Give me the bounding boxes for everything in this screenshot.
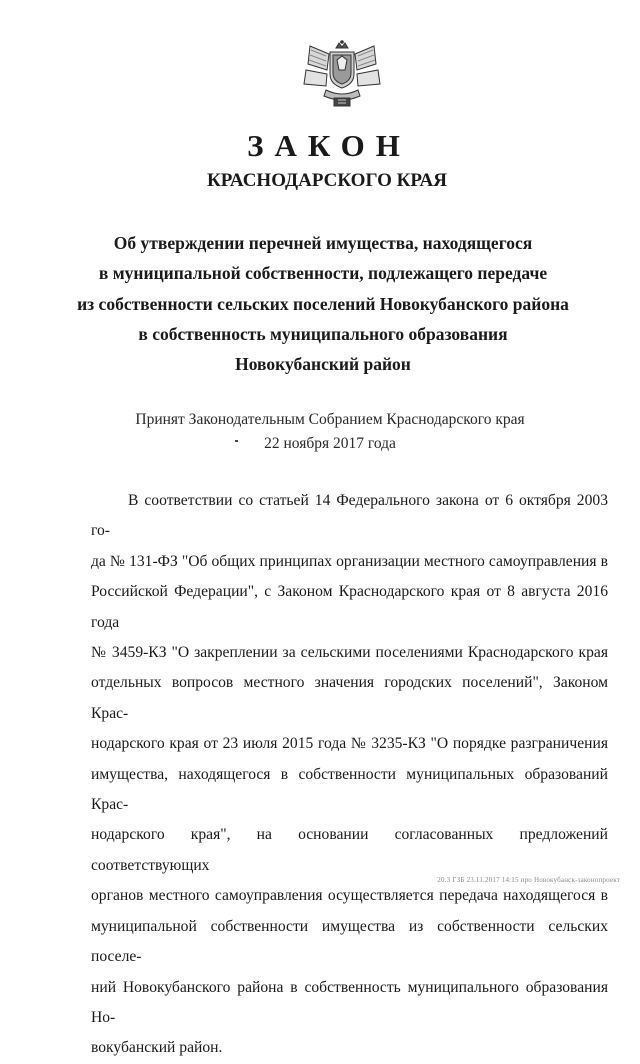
body-line: № 3459-КЗ "О закреплении за сельскими поселениями Краснодарского края: [91, 644, 608, 662]
coat-of-arms-emblem: [296, 40, 388, 110]
subject-line: Новокубанский район: [235, 354, 411, 375]
body-line: органов местного самоуправления осуществляется передача находящегося в: [91, 887, 608, 905]
body-line: муниципальной собственности имущества из собственности сельских поселе-: [91, 917, 608, 966]
scan-speck: [235, 440, 238, 442]
document-footer-stamp: 20.3 ГЗБ 23.11.2017 14:15 про Новокубанск-законопроект: [437, 876, 620, 884]
body-line: да № 131-ФЗ "Об общих принципах организации местного самоуправления в: [91, 552, 608, 570]
subject-line: из собственности сельских поселений Новокубанского района: [77, 293, 569, 314]
body-line: В соответствии со статьей 14 Федерального закона от 6 октября 2003 го-: [91, 492, 608, 540]
adoption-date: 22 ноября 2017 года: [264, 435, 396, 452]
law-title: ЗАКОН: [247, 128, 411, 163]
law-subject: [60, 228, 586, 379]
subject-line: в муниципальной собственности, подлежащего передаче: [98, 263, 548, 284]
body-line: отдельных вопросов местного значения городских поселений", Законом Крас-: [91, 674, 608, 722]
law-region-subtitle: КРАСНОДАРСКОГО КРАЯ: [206, 170, 448, 191]
law-preamble: [91, 486, 608, 1064]
subject-line: Об утверждении перечней имущества, находящегося: [113, 233, 533, 253]
subject-line: в собственность муниципального образования: [138, 323, 508, 344]
adoption-body: Принят Законодательным Собранием Краснодарского края: [135, 411, 525, 428]
body-line: ний Новокубанского района в собственность муниципального образования Но-: [91, 978, 608, 1026]
body-line: имущества, находящегося в собственности муниципальных образований Крас-: [91, 765, 608, 814]
body-line: нодарского края", на основании согласованных предложений соответствующих: [91, 826, 608, 874]
adoption-note: [60, 408, 600, 456]
body-line-last: вокубанский район.: [91, 1039, 223, 1057]
body-line: нодарского края от 23 июля 2015 года № 3235-КЗ "О порядке разграничения: [91, 735, 608, 753]
body-line: Российской Федерации", с Законом Краснодарского края от 8 августа 2016 года: [91, 583, 608, 631]
